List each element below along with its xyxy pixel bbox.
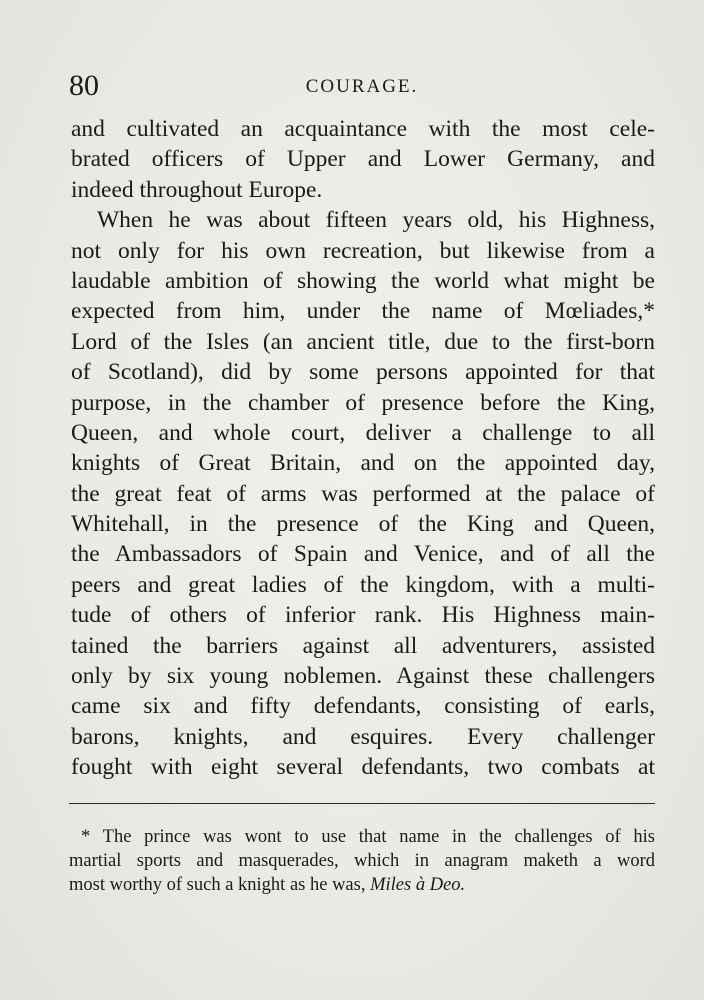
text-line: purpose, in the chamber of presence before the King, bbox=[71, 389, 655, 416]
text-line: tained the barriers against all adventurers, assisted bbox=[71, 632, 655, 659]
page-header bbox=[69, 66, 655, 106]
text-line: barons, knights, and esquires. Every challenger bbox=[71, 723, 655, 750]
text-line: of Scotland), did by some persons appointed for that bbox=[71, 359, 655, 386]
text-line: tude of others of inferior rank. His Highness main- bbox=[71, 602, 655, 629]
footnote-anagram: Miles à Deo. bbox=[370, 875, 466, 895]
text-line: When he was about fifteen years old, his Highness, bbox=[97, 207, 655, 234]
text-line: indeed throughout Europe. bbox=[71, 176, 323, 203]
text-line: Queen, and whole court, deliver a challenge to all bbox=[71, 419, 655, 446]
footnote-line: martial sports and masquerades, which in anagram maketh a word bbox=[69, 851, 655, 871]
text-line: and cultivated an acquaintance with the most cele- bbox=[71, 116, 655, 142]
text-line: the Ambassadors of Spain and Venice, and of all the bbox=[71, 541, 655, 568]
footnote bbox=[69, 825, 655, 897]
text-line: the great feat of arms was performed at the palace of bbox=[71, 480, 655, 507]
footnote-divider bbox=[69, 803, 655, 804]
text-line: only by six young noblemen. Against these challengers bbox=[71, 663, 655, 690]
text-line: laudable ambition of showing the world what might be bbox=[71, 267, 655, 294]
text-line: Lord of the Isles (an ancient title, due to the first-born bbox=[71, 328, 655, 355]
footnote-line-last bbox=[69, 873, 655, 897]
text-line: not only for his own recreation, but likewise from a bbox=[71, 237, 655, 264]
text-line: brated officers of Upper and Lower Germany, and bbox=[71, 146, 655, 173]
body-text bbox=[71, 114, 655, 783]
text-line: fought with eight several defendants, two combats at bbox=[71, 754, 655, 781]
page-number: 80 bbox=[69, 69, 99, 102]
text-line: came six and fifty defendants, consisting of earls, bbox=[71, 693, 655, 720]
text-line: peers and great ladies of the kingdom, with a multi- bbox=[71, 571, 655, 598]
text-line: knights of Great Britain, and on the appointed day, bbox=[71, 450, 655, 477]
running-head: COURAGE. bbox=[305, 76, 419, 97]
text-line: Whitehall, in the presence of the King and Queen, bbox=[71, 511, 655, 538]
text-line: expected from him, under the name of Mœliades,* bbox=[71, 298, 655, 325]
footnote-line: * The prince was wont to use that name in the challenges of his bbox=[81, 827, 655, 847]
footnote-text: most worthy of such a knight as he was, bbox=[69, 875, 371, 895]
